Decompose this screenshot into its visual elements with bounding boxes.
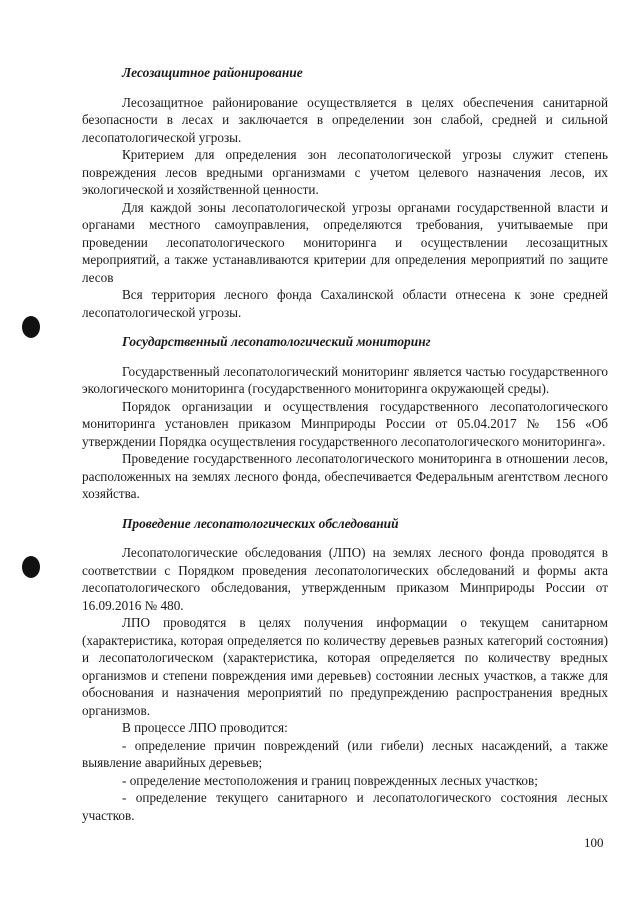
punch-hole-mark-top [22,316,40,338]
paragraph: Лесозащитное районирование осуществляется в целях обеспечения санитарной безопасности в лесах и заключается в определении зон слабой, средней и сильной лесопатологической угрозы. [82,94,608,145]
paragraph: Порядок организации и осуществления государственного лесопатологического мониторинга установлен приказом Минприроды России от 05.04.2017 № 156 «Об утверждении Порядка осуществления государственного лесопатологического мониторинга». [82,398,608,449]
punch-hole-mark-bottom [22,556,40,578]
paragraph: Лесопатологические обследования (ЛПО) на землях лесного фонда проводятся в соответствии с Порядком проведения лесопатологических обследований и формы акта лесопатологического обследования, утвержденным приказом Минприроды России от 16.09.2016 № 480. [82,545,608,613]
section-heading: Проведение лесопатологических обследований [122,515,399,531]
document-body [82,64,608,824]
section-state-forest-pathology-monitoring [82,333,608,503]
list-item: - определение местоположения и границ поврежденных лесных участков; [122,772,538,788]
list-item: - определение текущего санитарного и лесопатологического состояния лесных участков. [82,790,608,823]
paragraph: Проведение государственного лесопатологического мониторинга в отношении лесов, расположенных на землях лесного фонда, обеспечивается Федеральным агентством лесного хозяйства. [82,451,608,501]
section-forest-protection-zoning [82,64,608,321]
paragraph: Вся территория лесного фонда Сахалинской области отнесена к зоне средней лесопатологической угрозы. [82,287,608,320]
paragraph: Государственный лесопатологический мониторинг является частью государственного экологического мониторинга (государственного мониторинга окружающей среды). [82,363,608,396]
section-heading: Государственный лесопатологический мониторинг [122,334,431,349]
paragraph: В процессе ЛПО проводится: [122,720,288,735]
list-item: - определение причин повреждений (или гибели) лесных насаждений, а также выявление аварийных деревьев; [82,737,608,770]
section-heading: Лесозащитное районирование [122,65,303,80]
page-number: 100 [584,835,604,850]
paragraph: Критерием для определения зон лесопатологической угрозы служит степень повреждения лесов вредными организмами с учетом целевого назначения лесов, их экологической и хозяйственной ценности. [82,147,608,197]
section-forest-pathology-surveys [82,515,608,825]
paragraph: ЛПО проводятся в целях получения информации о текущем санитарном (характеристика, которая определяется по количеству деревьев разных категорий состояния) и лесопатологическом (характеристика, которая определяется по количеству вредных организмов и степени повреждения ими деревьев) состоянии лесных участков, а также для обоснования и назначения мероприятий по предупреждению распространения вредных организмов. [82,615,608,718]
paragraph: Для каждой зоны лесопатологической угрозы органами государственной власти и органами местного самоуправления, определяются требования, учитываемые при проведении лесопатологического мониторинга и осуществлении лесозащитных мероприятий, а также устанавливаются критерии для определения мероприятий по защите лесов [82,199,608,285]
